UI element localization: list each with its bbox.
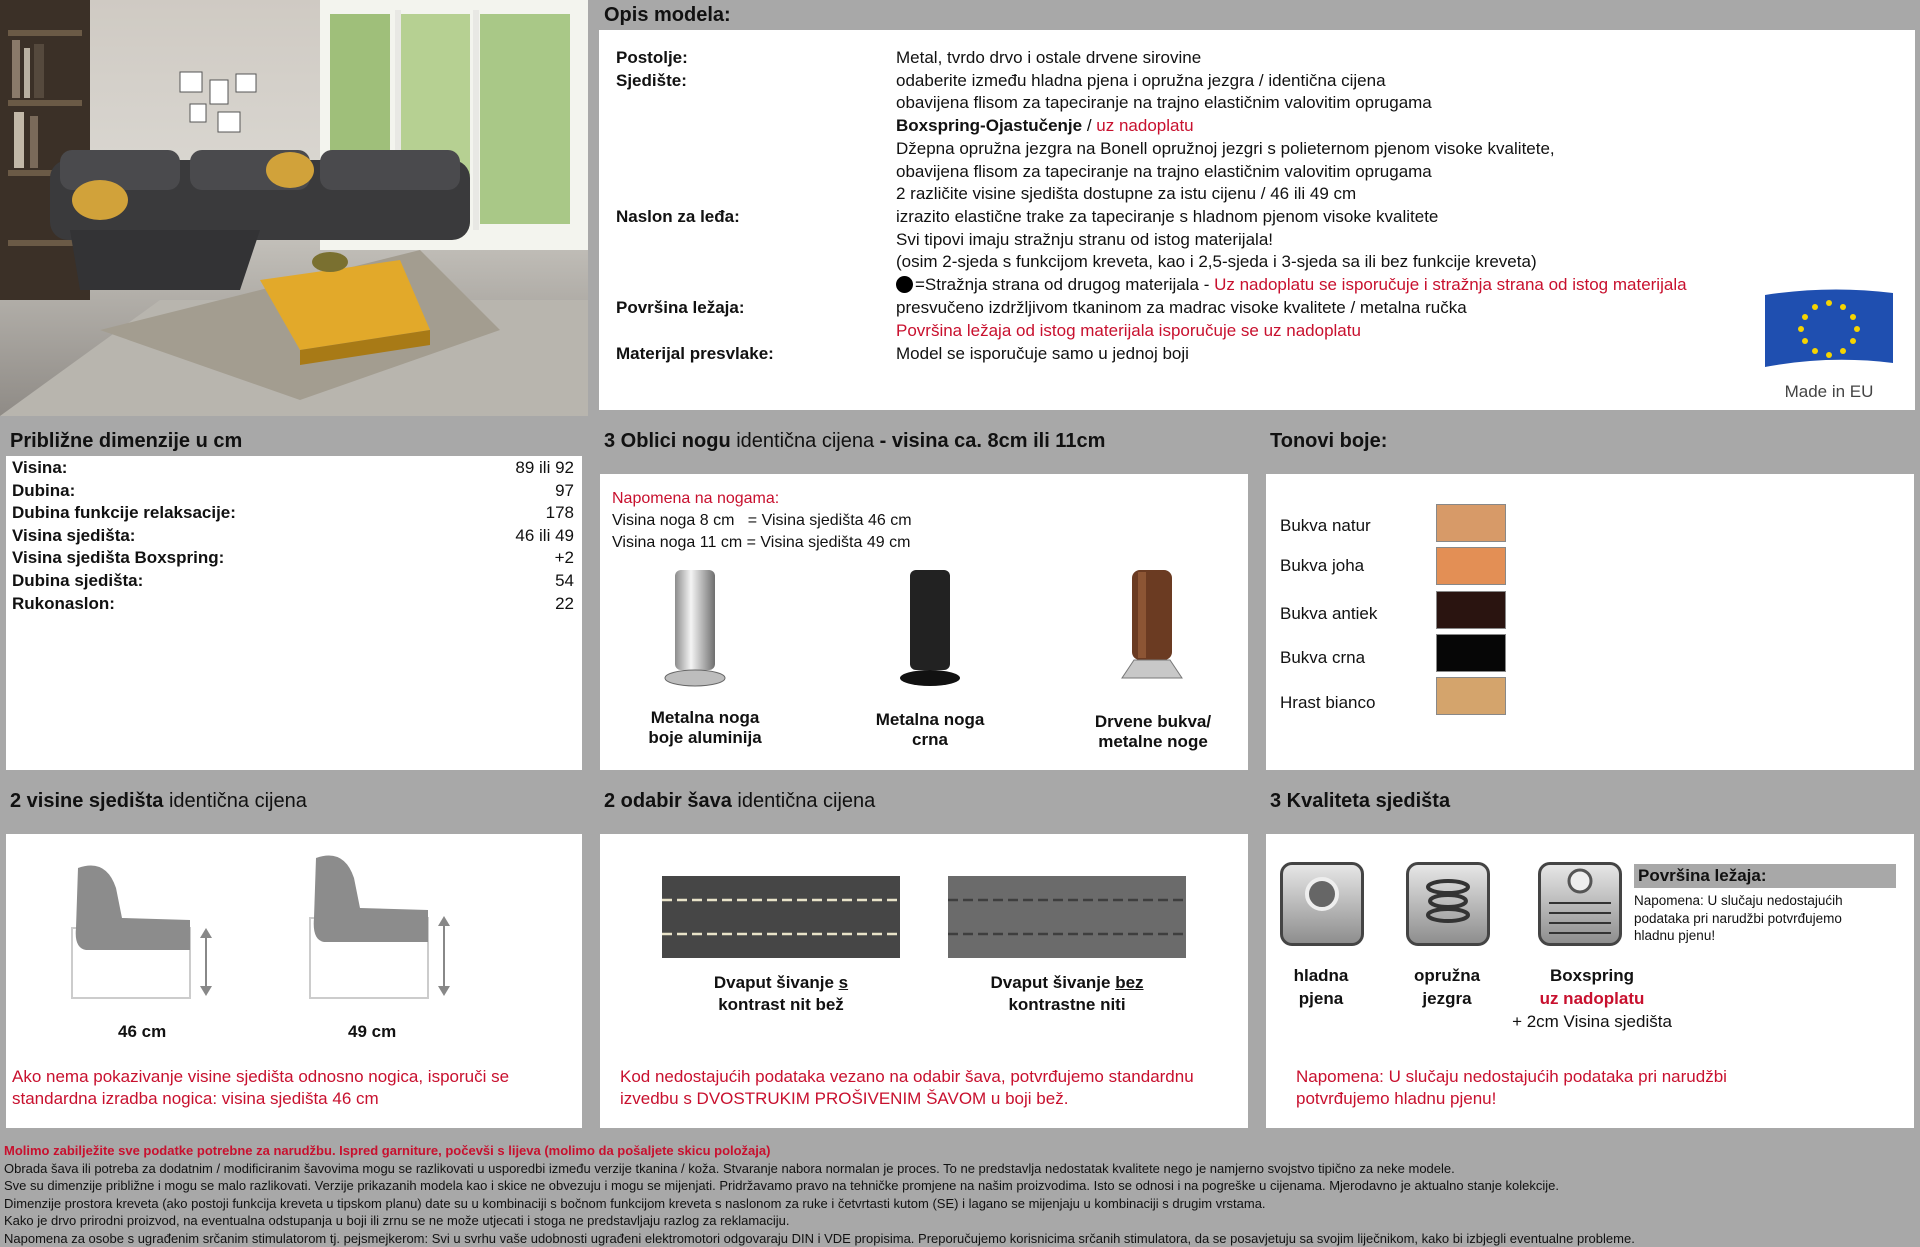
stitch-contrast-label: Dvaput šivanje s kontrast nit bež [713, 973, 849, 1014]
cold-foam-label: hladna pjena [1293, 966, 1349, 1008]
wooden-leg-icon [1112, 566, 1192, 701]
desc-line: Svi tipovi imaju stražnju stranu od istog materijala! [896, 230, 1273, 249]
spring-core-label: opružna jezgra [1413, 966, 1481, 1008]
color-name: Hrast bianco [1280, 693, 1376, 712]
model-description-panel [594, 0, 1920, 416]
seat-height-46-label: 46 cm [118, 1022, 167, 1041]
label-naslon: Naslon za leđa: [616, 207, 740, 226]
seat-heights-body [6, 834, 582, 1128]
spring-core-icon [1406, 862, 1490, 946]
stitch-no-contrast-swatch [948, 876, 1186, 958]
dimension-row: Visina: 89 ili 92 [12, 458, 574, 477]
seat-note: Ako nema pokazivanje visine sjedišta odnosno nogica, isporuči se standardna izradba nogica: visina sjedišta 46 cm [12, 1067, 510, 1108]
footer-line: Sve su dimenzije približne i mogu se malo razlikovati. Verzije prikazanih modela kao i skice ne obvezuju i mogu se mijenjati. Pridržavamo pravo na tehničke promjene na našim proizvodima. Isto se odnosi i na pogreške u cijenama. Mjerodavno je aktualno stanje kolekcije. [4, 1178, 1560, 1194]
stitching-body [600, 834, 1248, 1128]
color-name: Bukva crna [1280, 648, 1366, 667]
boxspring-icon [1538, 862, 1622, 946]
desc-line: izrazito elastične trake za tapeciranje s hladnom pjenom visoke kvalitete [896, 207, 1439, 226]
footer-line-important: Molimo zabilježite sve podatke potrebne za narudžbu. Ispred garniture, počevši s lijeva (molimo da pošaljete skicu položaja) [4, 1143, 771, 1158]
desc-line: obavijena flisom za tapeciranje na trajno elastičnim valovitim oprugama [896, 162, 1432, 181]
legs-note-line: Visina noga 11 cm = Visina sjedišta 49 cm [612, 534, 911, 551]
color-swatch-hrast-bianco [1436, 677, 1506, 715]
dimension-row: Rukonaslon: 22 [12, 594, 574, 613]
chair-46-icon [66, 858, 226, 1008]
desc-line: (osim 2-sjeda s funkcijom kreveta, kao i 2,5-sjeda i 3-sjeda sa ili bez funkcije kreveta) [896, 252, 1537, 271]
black-leg-icon [890, 566, 970, 696]
stitch-note: Kod nedostajućih podataka vezano na odabir šava, potvrđujemo standardnu izvedbu s DVOSTRUKIM PROŠIVENIM ŠAVOM u boji bež. [620, 1067, 1194, 1108]
stitch-no-contrast-label: Dvaput šivanje bez kontrastne niti [990, 973, 1144, 1014]
cold-foam-icon [1280, 862, 1364, 946]
desc-line: Džepna opružna jezgra na Bonell opružnoj jezgri s polieternom pjenom visoke kvalitete, [896, 139, 1555, 158]
legs-note-title: Napomena na nogama: [612, 490, 780, 507]
sleeping-surface-note: Napomena: U slučaju nedostajućih podataka pri narudžbi potvrđujemo hladnu pjenu! [1634, 893, 1843, 943]
dimension-row: Visina sjedišta Boxspring: +2 [12, 548, 574, 567]
boxspring-label: Boxspring uz nadoplatu + 2cm Visina sjedišta [1512, 966, 1672, 1031]
product-photo [0, 0, 588, 416]
footer-notes [0, 1136, 1920, 1247]
sleeping-surface-title: Površina ležaja: [1634, 864, 1896, 888]
panel-title: Tonovi boje: [1270, 430, 1388, 452]
dimensions-panel [0, 426, 588, 776]
desc-line-backside: =Stražnja strana od drugog materijala - Uz nadoplatu se isporučuje i stražnja strana od istog materijala [896, 275, 1687, 295]
footer-line: Kako je drvo prirodni proizvod, na eventualna odstupanja u boji ili zrnu se ne može utjecati i stoga ne predstavljaju razlog za reklamaciju. [4, 1213, 790, 1229]
footer-line: Napomena za osobe s ugrađenim srčanim stimulatorom tj. pejsmejkerom: Svi u svrhu vaše udobnosti ugrađeni elektromotori odgovaraju DIN i VDE propisima. Preporučujemo korisnicima srčanih stimulatora, da se posavjetuju sa svojim liječnikom, kako bi izbjegli eventualne probleme. [4, 1230, 1635, 1246]
dimension-row: Dubina: 97 [12, 481, 574, 500]
dimension-row: Dubina sjedišta: 54 [12, 571, 574, 590]
stitching-panel [594, 786, 1254, 1134]
panel-title: 2 odabir šava identična cijena [604, 790, 876, 812]
panel-title: 2 visine sjedišta identična cijena [10, 790, 307, 812]
desc-line: Površina ležaja od istog materijala isporučuje se uz nadoplatu [896, 321, 1361, 340]
seat-quality-panel [1260, 786, 1920, 1134]
color-name: Bukva natur [1280, 516, 1371, 535]
desc-line: presvučeno izdržljivom tkaninom za madrac visoke kvalitete / metalna ručka [896, 298, 1467, 317]
leg-label-wood: Drvene bukva/ metalne noge [1094, 712, 1212, 751]
dimension-row: Dubina funkcije relaksacije: 178 [12, 503, 574, 522]
eu-flag-icon [1759, 285, 1899, 375]
desc-line-boxspring: Boxspring-Ojastučenje / uz nadoplatu [896, 116, 1194, 135]
footer-line: Dimenzije prostora kreveta (ako postoji funkcija kreveta u tipskom planu) date su u kombinaciji s bočnom funkcijom kreveta s naslonom za ruke i četvrtasti kutom (SE) i lagano se mijenjaju u kombinaciji s drugim vrstama. [4, 1195, 1266, 1211]
desc-line: odaberite između hladna pjena i opružna jezgra / identična cijena [896, 71, 1386, 90]
leg-label-black: Metalna noga crna [875, 710, 985, 749]
made-in-eu-badge [1759, 285, 1899, 405]
stitch-contrast-swatch [662, 876, 900, 958]
seat-heights-panel [0, 786, 588, 1134]
color-swatch-bukva-crna [1436, 634, 1506, 672]
label-sjediste: Sjedište: [616, 71, 687, 90]
dimension-row: Visina sjedišta: 46 ili 49 [12, 526, 574, 545]
color-swatch-bukva-joha [1436, 547, 1506, 585]
label-materijal: Materijal presvlake: [616, 344, 774, 363]
seat-height-49-label: 49 cm [348, 1022, 397, 1041]
desc-line: obavijena flisom za tapeciranje na trajno elastičnim valovitim oprugama [896, 93, 1432, 112]
black-dot-icon [896, 276, 913, 293]
color-name: Bukva antiek [1280, 604, 1378, 623]
seat-quality-body [1266, 834, 1914, 1128]
color-name: Bukva joha [1280, 556, 1365, 575]
color-swatch-bukva-natur [1436, 504, 1506, 542]
leg-label-aluminium: Metalna noga boje aluminija [648, 708, 762, 747]
legs-panel [594, 426, 1254, 776]
quality-note: Napomena: U slučaju nedostajućih podataka pri narudžbi potvrđujemo hladnu pjenu! [1296, 1067, 1727, 1108]
aluminium-leg-icon [655, 566, 735, 696]
panel-title: Opis modela: [604, 4, 731, 26]
desc-line: 2 različite visine sjedišta dostupne za istu cijenu / 46 ili 49 cm [896, 184, 1357, 203]
colors-body [1266, 474, 1914, 770]
legs-note-line: Visina noga 8 cm = Visina sjedišta 46 cm [612, 512, 912, 529]
description-body [599, 30, 1915, 410]
dimensions-body [6, 456, 582, 770]
panel-title: Približne dimenzije u cm [10, 430, 243, 452]
color-swatch-bukva-antiek [1436, 591, 1506, 629]
label-postolje: Postolje: [616, 48, 688, 67]
legs-body [600, 474, 1248, 770]
panel-title: 3 Oblici nogu identična cijena - visina ca. 8cm ili 11cm [604, 430, 1106, 452]
desc-line: Model se isporučuje samo u jednoj boji [896, 344, 1189, 363]
sofa-room-illustration [0, 0, 588, 416]
made-in-eu-text: Made in EU [1784, 382, 1874, 401]
colors-panel [1260, 426, 1920, 776]
footer-line: Obrada šava ili potreba za dodatnim / modificiranim šavovima mogu se razlikovati u usporedbi između verzije tkanina / koža. Stvaranje nabora normalan je proces. To ne predstavlja nedostatak kvalitete nego je namjerno svojstvo tipično za neke modele. [4, 1160, 1455, 1176]
desc-line: Metal, tvrdo drvo i ostale drvene sirovine [896, 48, 1202, 67]
label-povrsina: Površina ležaja: [616, 298, 745, 317]
chair-49-icon [304, 848, 464, 1008]
panel-title: 3 Kvaliteta sjedišta [1270, 790, 1451, 812]
